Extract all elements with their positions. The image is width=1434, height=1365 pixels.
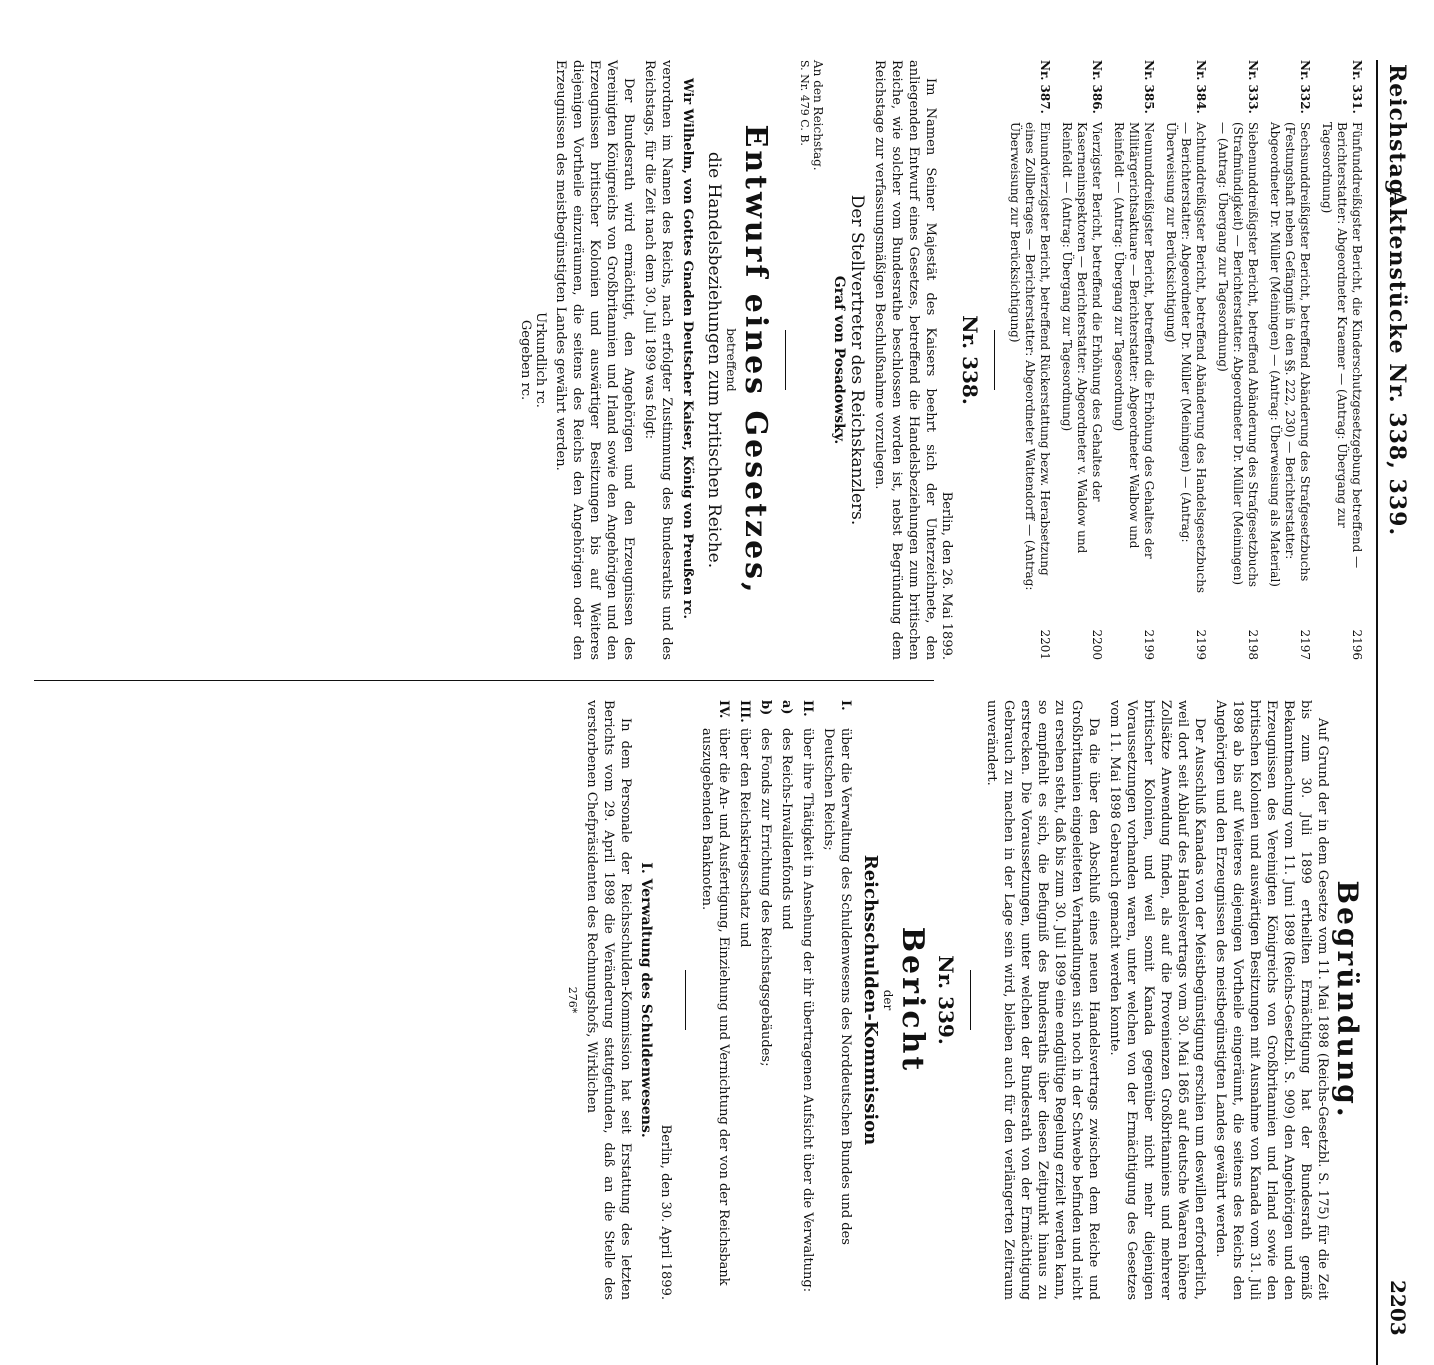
header-title: Aktenstücke Nr. 338, 339. [1384,190,1410,537]
bericht-der: der [881,989,895,1011]
toc-row [1163,60,1208,660]
toc-text: Achtunddreißigster Bericht, betreffend Abänderung des Handelsgesetzbuchs — Berichterstatter: Abgeordneter Dr. Müller (Meiningen) — (Antrag: Überweisung zur Berücksichtigung) [1164,122,1208,594]
toc-row [1267,60,1312,660]
divider [970,970,971,1030]
item-key: II. [800,700,815,717]
item-key: IV. [716,700,731,719]
item-text: über den Reichskriegsschatz und [737,728,752,948]
toc-text: Siebenunddreißigster Bericht, betreffend Abänderung des Strafgesetzbuchs (Strafmündigkeit) — Berichterstatter: Abgeordneter Dr. Müller (Meiningen) — (Antrag: Übergang zur Tagesordnung) [1216,122,1260,588]
item-key: a) [779,700,794,715]
divider [685,970,686,1030]
gegeben: Gegeben rc. [518,319,533,401]
item-text: des Reichs-Invalidenfonds und [779,728,794,930]
header-rule [1376,60,1378,1365]
signature-mark: 276* [566,986,579,1014]
toc-text: Sechsunddreißigster Bericht, betreffend Abänderung des Strafgesetzbuchs (Festungshaft neben Gefängniß in den §§. 222, 230) — Berichterstatter: Abgeordneter Dr. Müller (Meiningen) — (Antrag: Überweisung als Material) [1268,122,1312,587]
doc339-date: Berlin, den 30. April 1899. [658,1124,673,1300]
begruendung-p2: Der Ausschluß Kanadas von der Meistbegünstigung erschien um deswillen erforderlich, weil dort seit Ablauf des Handelsvertrags vom 30. Mai 1865 auf deutsche Waaren höhere Zollsätze Anwendung finden, als auf die Provenienzen Großbritanniens und mehrerer britischer Kolonien, und weil somit Kanada gegenüber nicht mehr diejenigen Voraussetzungen vorhanden waren, unter welchen von der Ermächtigung des Gesetzes vom 11. Mai 1898 Gebrauch gemacht werden konnte. [1107,700,1207,1300]
enactment-formula: Wir Wilhelm, von Gottes Gnaden Deutscher Kaiser, König von Preußen rc. [680,78,695,620]
toc-page: 2200 [1090,629,1104,660]
bericht-item [736,700,753,1300]
begruendung-title: Begründung. [1331,880,1364,1120]
signer-name: Graf von Posadowsky. [831,275,847,445]
item-key: III. [737,700,752,723]
item-text: des Fonds zur Errichtung des Reichstagsgebäudes; [758,728,773,1067]
toc-row [1215,60,1260,660]
toc-number: Nr. 331. [1350,60,1364,114]
bericht-item [799,700,816,1300]
doc338-date: Berlin, den 26. Mai 1899. [939,491,954,660]
bericht-title: Bericht [895,926,930,1074]
toc-text: Vierzigster Bericht, betreffend die Erhöhung des Gehaltes der Kaserneninspektoren — Berichterstatter: Abgeordneter v. Waldow und Reinfeldt — (Antrag: Übergang zur Tagesordnung) [1060,122,1104,554]
section-title: I. Verwaltung des Schuldenwesens. [638,862,654,1138]
begruendung-p3: Da die über den Abschluß eines neuen Handelsvertrags zwischen dem Reiche und Großbritannien eingeleiteten Verhandlungen sich noch in der Schwebe befinden und nicht zu ersehen steht, daß bis zum 30. Juli 1899 eine endgültige Regelung erzielt werden kann, so empfiehlt es sich, die Befugniß des Bundesraths über diesen Zeitpunkt hinaus zu erstrecken. Die Voraussetzungen, unter welchen der Bundesrath von der Ermächtigung Gebrauch zu machen in der Lage sein wird, bleiben auch für den verlängerten Zeitraum unverändert. [984,700,1101,1300]
enactment-text: verordnen im Namen des Reichs, nach erfolgter Zustimmung des Bundesraths und des Reichstags, für die Zeit nach dem 30. Juli 1899 was folgt: [642,60,674,660]
signer-title: Der Stellvertreter des Reichskanzlers. [847,194,867,526]
law-paragraph: Der Bundesrath wird ermächtigt, den Angehörigen und den Erzeugnissen des Vereinigten Königreichs von Großbritannien und Irland sowie den Angehörigen und den Erzeugnissen britischer Kolonien und auswärtiger Besitzungen bis auf Weiteres diejenigen Vortheile einzuräumen, die seitens des Reichs den Angehörigen oder den Erzeugnissen des meistbegünstigten Landes gewährt werden. [553,60,636,660]
item-text: über die Verwaltung des Schuldenwesens des Norddeutschen Bundes und des Deutschen Reichs; [821,728,853,1245]
toc-row [1319,60,1364,660]
item-key: b) [758,700,773,716]
column-rule [34,680,934,681]
toc-number: Nr. 384. [1194,60,1208,114]
begruendung-p1: Auf Grund der in dem Gesetze vom 11. Mai 1898 (Reichs-Gesetzbl. S. 175) für die Zeit bis zum 30. Juli 1899 ertheilten Ermächtigung hat der Bundesrath gemäß Bekanntmachung vom 11. Juni 1898 (Reichs-Gesetzbl. S. 909) den Angehörigen und den Erzeugnissen des Vereinigten Königreichs von Großbritannien und Irland sowie den britischen Kolonien und auswärtigen Besitzungen mit Ausnahme von Kanada vom 31. Juli 1898 ab bis auf Weiteres diejenigen Vortheile eingeräumt, die seitens des Reichs den Angehörigen und den Erzeugnissen des meistbegünstigten Landes gewährt werden. [1213,700,1330,1300]
item-key: I. [838,700,853,711]
item-text: über die An- und Ausfertigung, Einziehung und Vernichtung der von der Reichsbank auszugebenden Banknoten. [699,728,731,1286]
toc-page: 2199 [1142,629,1156,660]
toc-number: Nr. 386. [1090,60,1104,114]
toc-page: 2201 [1038,629,1052,660]
doc338-intro: Im Namen Seiner Majestät des Kaisers beehrt sich der Unterzeichnete, den anliegenden Entwurf eines Gesetzes, betreffend die Handelsbeziehungen zum britischen Reiche, wie solcher vom Bundesrathe beschlossen worden ist, nebst Begründung dem Reichstage zur verfassungsmäßigen Beschlußnahme vorzulegen. [872,60,938,660]
bericht-item [698,700,732,1300]
toc-number: Nr. 333. [1246,60,1260,114]
header-section: Reichstag. [1384,64,1410,204]
toc-text: Neununddreißigster Bericht, betreffend die Erhöhung des Gehaltes der Militärgerichtsaktuare — Berichterstatter: Abgeordneter Walbow und Reinfeldt — (Antrag: Übergang zur Tagesordnung) [1112,122,1156,559]
page-number: 2203 [1386,1280,1410,1336]
reference: S. Nr. 479 C. B. [798,60,811,146]
divider [785,330,786,390]
doc339-number: Nr. 339. [934,955,958,1045]
addressee: An den Reichstag. [811,60,825,171]
bericht-item [757,700,774,1300]
toc-text: Fünfunddreißigster Bericht, die Kinderschutzgesetzgebung betreffend — Berichterstatter: Abgeordneter Kraemer — (Antrag: Übergang zur Tagesordnung) [1320,122,1364,569]
toc-page: 2197 [1298,629,1312,660]
left-column [518,60,1364,660]
toc-row [1059,60,1104,660]
bericht-item [820,700,854,1300]
toc-number: Nr. 387. [1038,60,1052,114]
toc-row [1111,60,1156,660]
entwurf-subject: die Handelsbeziehungen zum britischen Reiche. [704,151,724,569]
toc-page: 2199 [1194,629,1208,660]
entwurf-betreffend: betreffend [724,328,738,392]
table-of-contents [1007,60,1364,660]
divider [994,330,995,390]
toc-row [1007,60,1052,660]
toc-number: Nr. 385. [1142,60,1156,114]
bericht-items [698,700,854,1300]
toc-text: Einundvierzigster Bericht, betreffend Rückerstattung bezw. Herabsetzung eines Zollbetrages — Berichterstatter: Abgeordneter Wattendorff — (Antrag: Überweisung zur Berücksichtigung) [1008,122,1052,591]
toc-page: 2196 [1350,629,1364,660]
page-header [1380,40,1420,920]
item-text: über ihre Thätigkeit in Ansehung der ihr übertragenen Aufsicht über die Verwaltung: [800,728,815,1293]
urkundlich: Urkundlich rc. [533,312,548,408]
bericht-subject: Reichsschulden-Kommission [860,854,881,1146]
bericht-item [778,700,795,1300]
doc338-number: Nr. 338. [958,315,982,405]
section-paragraph: In dem Personale der Reichsschulden-Kommission hat seit Erstattung des letzten Berichts vom 29. April 1898 die Veränderung stattgefunden, daß an die Stelle des verstorbenen Chefpräsidenten des Rechnungshofs, Wirklichen [584,700,633,1300]
right-column [566,700,1364,1300]
toc-page: 2198 [1246,629,1260,660]
entwurf-title: Entwurf eines Gesetzes, [738,124,773,596]
toc-number: Nr. 332. [1298,60,1312,114]
